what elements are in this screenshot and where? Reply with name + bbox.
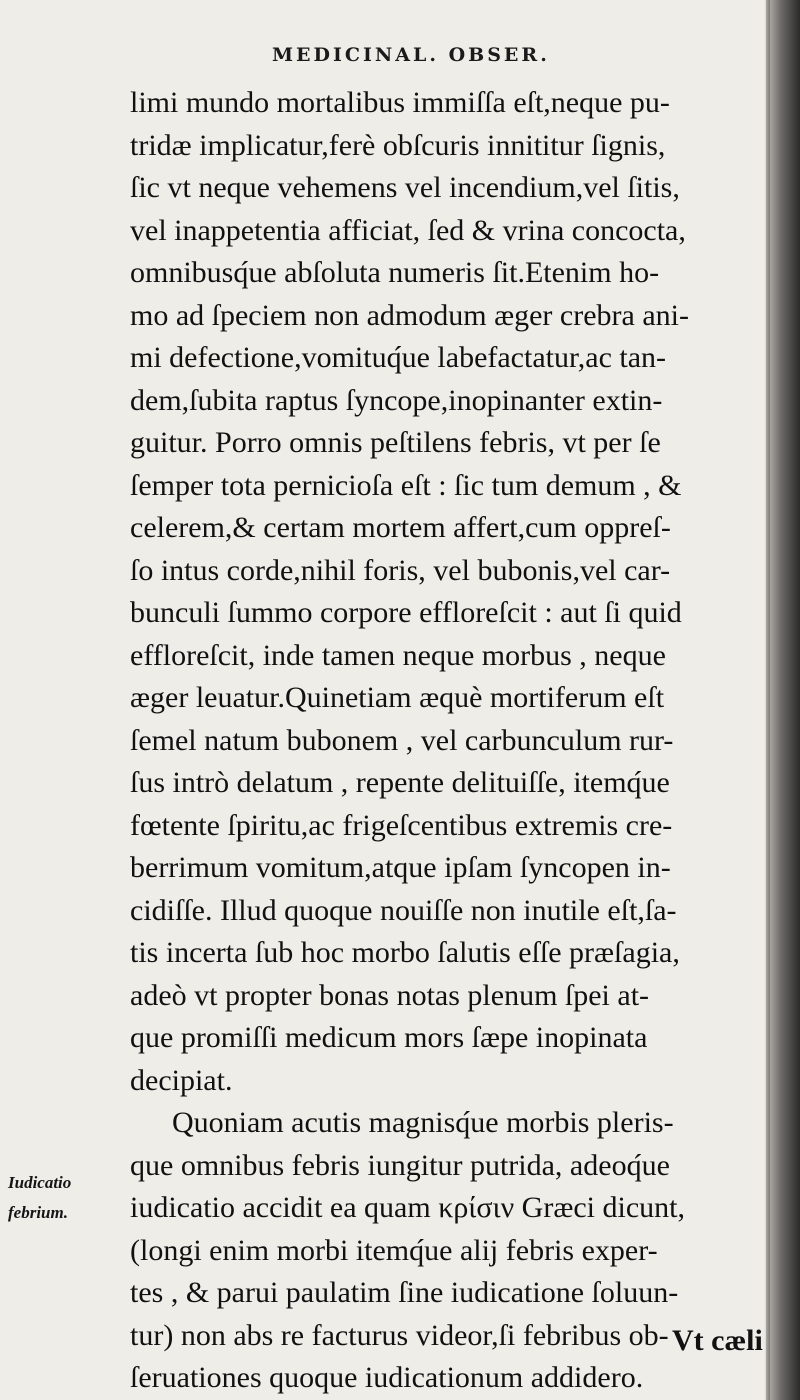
main-text-block (130, 82, 762, 1400)
marginal-note-line: febrium. (8, 1203, 68, 1222)
text-line: ſemel natum bubonem , vel carbunculum rur- (130, 723, 674, 757)
text-line: ſemper tota pernicioſa eſt : ſic tum demum , & (130, 468, 682, 502)
text-line: omnibusq́ue abſoluta numeris ſit.Etenim ho- (130, 256, 660, 289)
catchword: Vt cæli (672, 1324, 763, 1357)
page-gutter-shadow (764, 0, 770, 1400)
text-line: guitur. Porro omnis peſtilens febris, vt per ſe (130, 426, 661, 459)
text-line: dem,ſubita raptus ſyncope,inopinanter extin- (130, 383, 663, 417)
paragraph-first-line: Quoniam acutis magnisq́ue morbis pleris- (172, 1106, 674, 1139)
text-line: tis incerta ſub hoc morbo ſalutis eſſe præſagia, (130, 936, 680, 969)
text-line: ſus intrò delatum , repente delituiſſe, itemq́ue (130, 766, 670, 799)
text-line: tes , & parui paulatim ſine iudicatione ſoluun- (130, 1276, 679, 1309)
running-head: MEDICINAL. OBSER. (272, 44, 550, 66)
text-line: mi defectione,vomituq́ue labefactatur,ac tan- (130, 341, 667, 374)
text-line: æger leuatur.Quinetiam æquè mortiferum eſt (130, 681, 665, 714)
text-line: celerem,& certam mortem affert,cum oppreſ- (130, 511, 671, 544)
text-line: berrimum vomitum,atque ipſam ſyncopen in- (130, 851, 671, 884)
text-line: ſic vt neque vehemens vel incendium,vel ſitis, (130, 171, 680, 204)
text-line: tridæ implicatur,ferè obſcuris innititur ſignis, (130, 128, 666, 162)
text-line: cidiſſe. Illud quoque nouiſſe non inutile eſt,ſa- (130, 893, 677, 927)
text-line: iudicatio accidit ea quam κρίσιν Græci dicunt, (130, 1191, 685, 1224)
text-line: limi mundo mortalibus immiſſa eſt,neque pu- (130, 86, 670, 119)
text-line: que promiſſi medicum mors ſæpe inopinata (130, 1021, 648, 1054)
text-line: mo ad ſpeciem non admodum æger crebra ani- (130, 298, 689, 332)
text-line: decipiat. (130, 1063, 233, 1097)
book-spine-shadow (766, 0, 800, 1400)
text-line: (longi enim morbi itemq́ue alij febris exper- (130, 1233, 658, 1267)
text-line: effloreſcit, inde tamen neque morbus , neque (130, 638, 666, 672)
marginal-note (8, 1168, 123, 1228)
text-line: ſeruationes quoque iudicationum addidero. (130, 1361, 644, 1394)
text-line: adeò vt propter bonas notas plenum ſpei at- (130, 978, 650, 1012)
text-line: tur) non abs re facturus videor,ſi febribus ob- (130, 1318, 669, 1352)
text-line: fœtente ſpiritu,ac frigeſcentibus extremis cre- (130, 808, 673, 842)
marginal-note-line: Iudicatio (8, 1173, 72, 1192)
text-line: bunculi ſummo corpore effloreſcit : aut ſi quid (130, 596, 682, 629)
text-line: que omnibus febris iungitur putrida, adeoq́ue (130, 1148, 670, 1182)
text-line: ſo intus corde,nihil foris, vel bubonis,vel car- (130, 553, 671, 587)
text-line: vel inappetentia afficiat, ſed & vrina concocta, (130, 213, 686, 247)
